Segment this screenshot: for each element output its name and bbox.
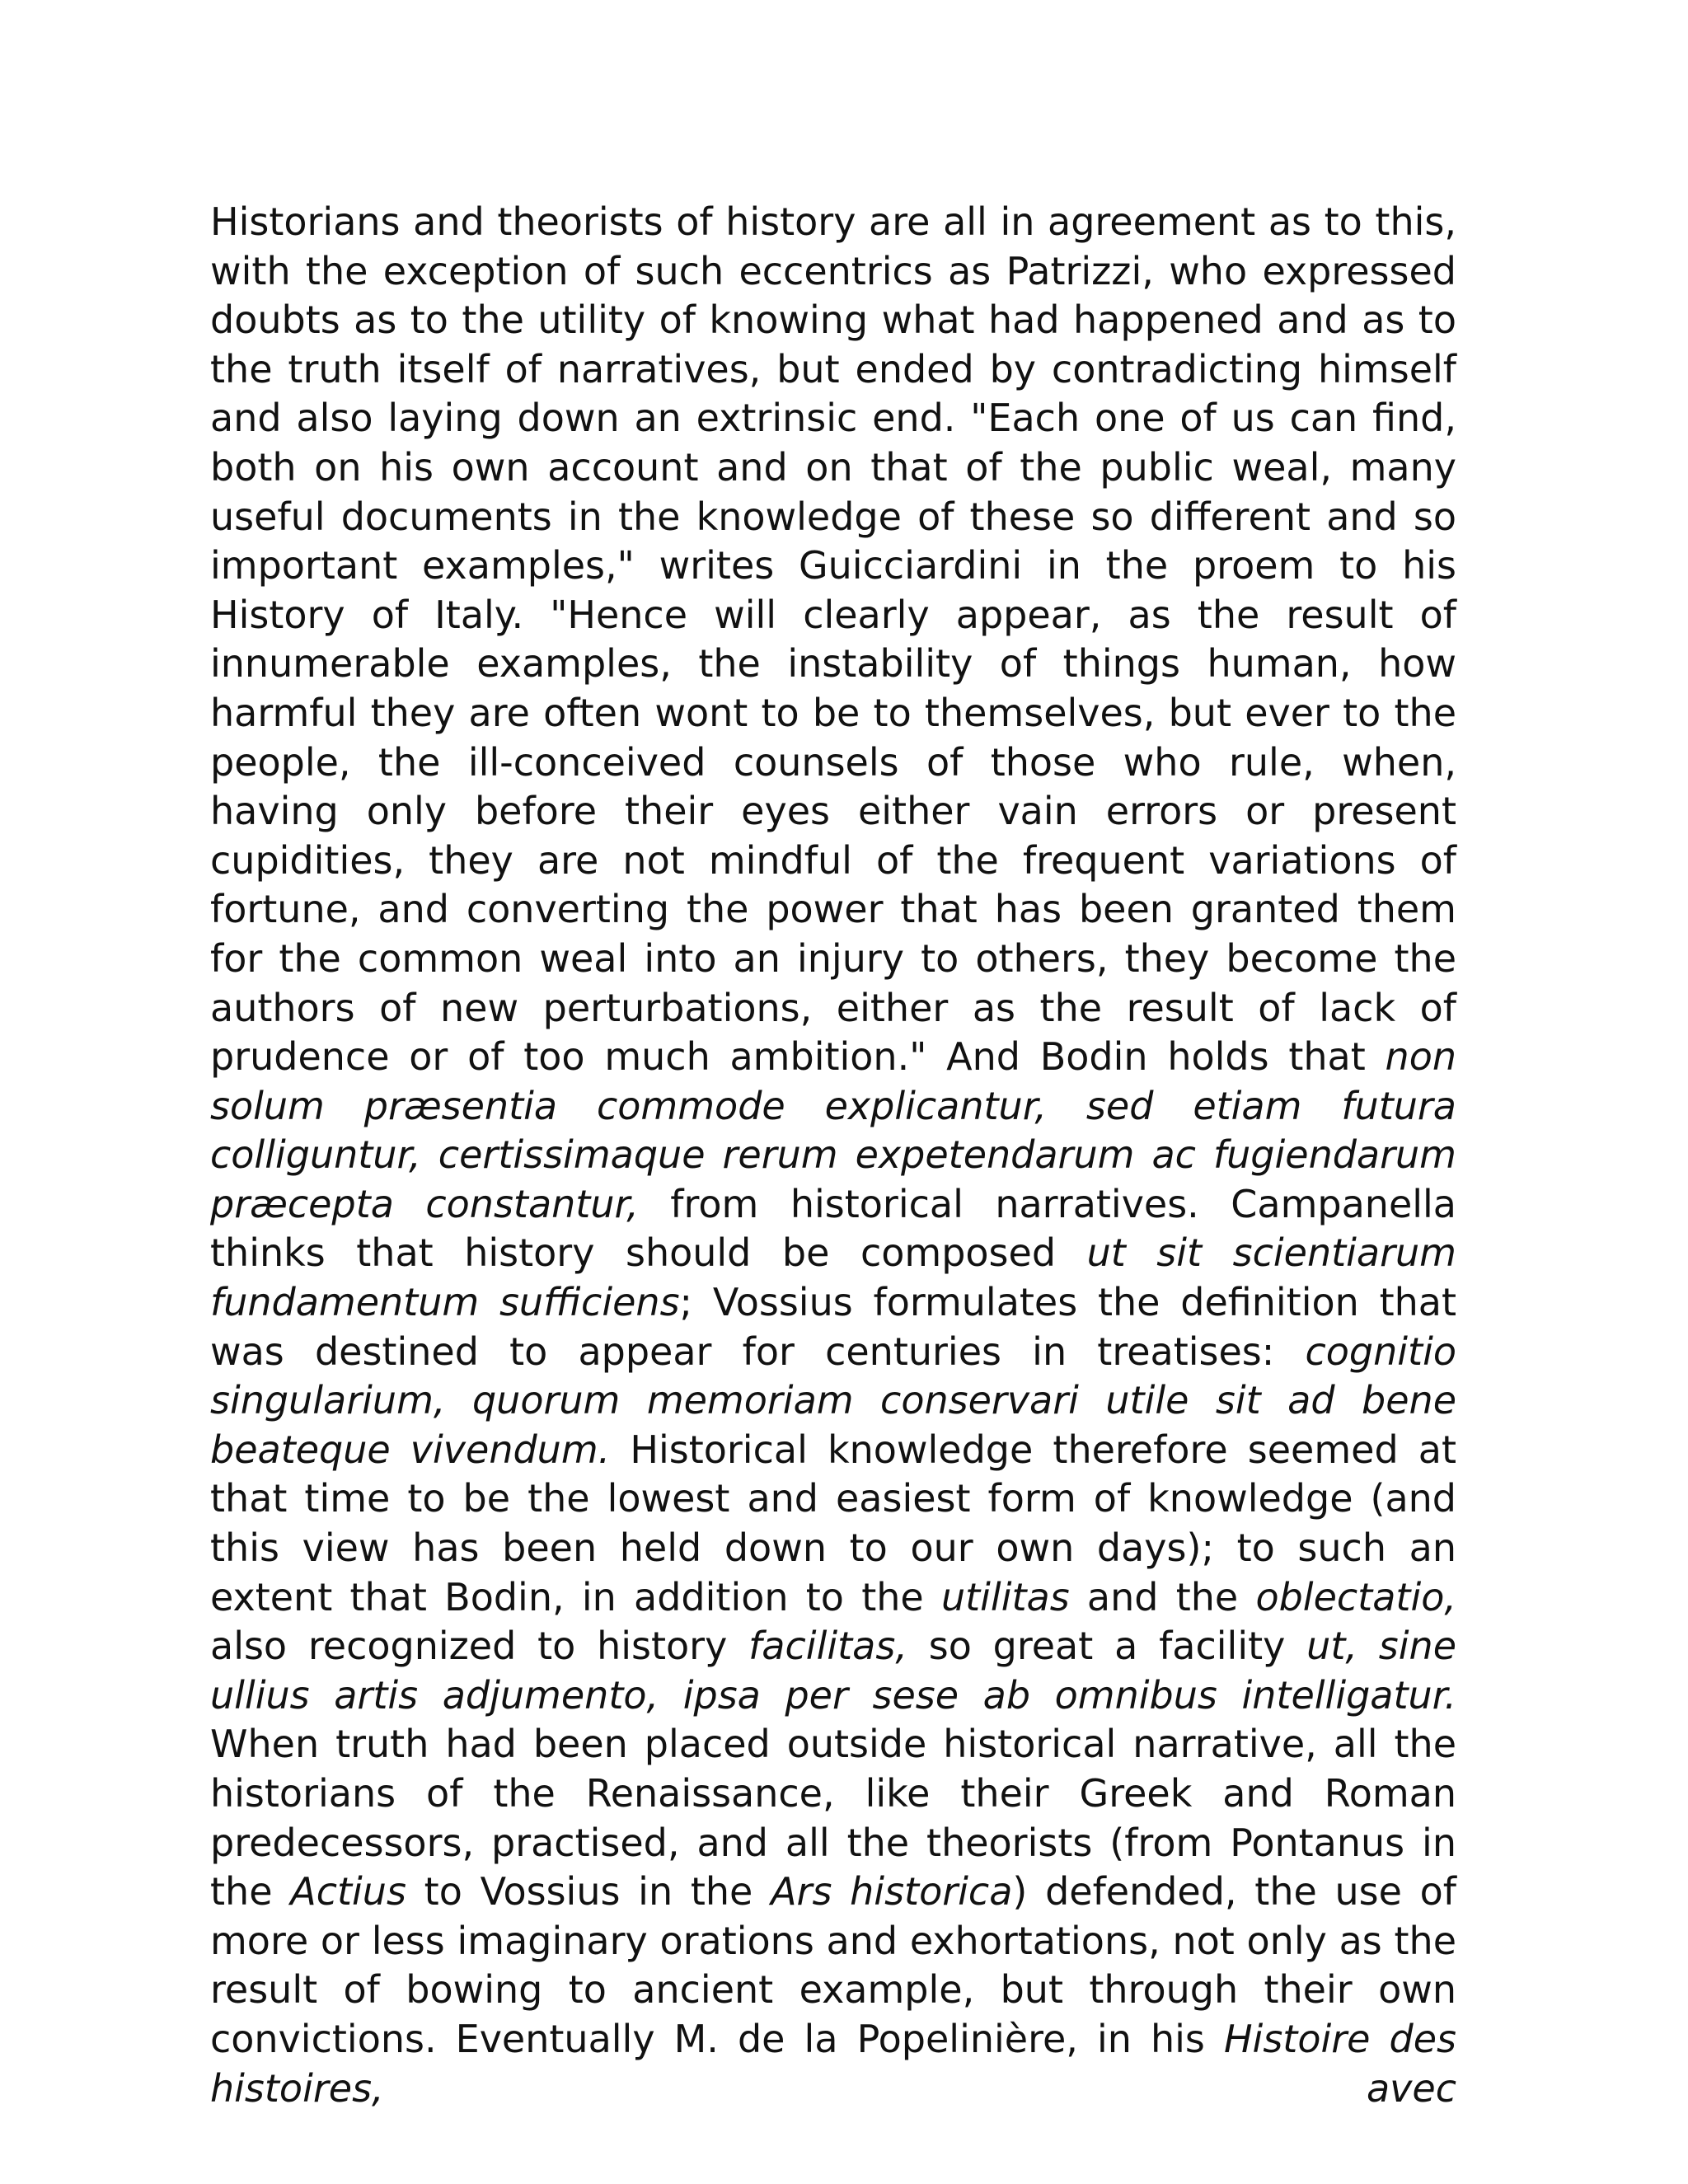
italic-text-run: facilitas, [748,1624,907,1669]
italic-text-run: Ars historica [771,1869,1013,1915]
text-run: ) defended, the use of more or less imaginary orations and exhortations, not only as the result of bowing to ancient example, but through their own convictions. Eventually M. de la Popelinière, in his [210,1869,1456,2061]
body-paragraph [210,198,1456,2113]
text-run: Historical knowledge therefore seemed at that time to be the lowest and easiest form of knowledge (and this view has been held down to our own days); to such an extent that Bodin, in addition to the [210,1427,1456,1619]
italic-text-run: cognitio singularium, quorum memoriam conservari utile sit ad bene beateque vivendum. [210,1329,1456,1472]
text-run: also recognized to history [210,1624,749,1669]
text-run: ; Vossius formulates the definition that was destined to appear for centuries in treatises: [210,1280,1456,1374]
text-run: Historians and theorists of history are all in agreement as to this, with the exception of such eccentrics as Patrizzi, who expressed doubts as to the utility of knowing what had happened and as to the truth itself of narratives, but ended by contradicting himself and also laying down an extrinsic end. "Each one of us can find, both on his own account and on that of the public weal, many useful documents in the knowledge of these so different and so important examples," writes Guicciardini in the proem to his History of Italy. "Hence will clearly appear, as the result of innumerable examples, the instability of things human, how harmful they are often wont to be to themselves, but ever to the people, the ill-conceived counsels of those who rule, when, having only before their eyes either vain errors or present cupidities, they are not mindful of the frequent variations of fortune, and converting the power that has been granted them for the common weal into an injury to others, they become the authors of new perturbations, either as the result of lack of prudence or of too much ambition." And Bodin holds that [210,199,1456,1080]
text-run: to Vossius in the [406,1869,771,1915]
document-page [210,198,1456,2113]
italic-text-run: utilitas [940,1574,1070,1619]
italic-text-run: Actius [290,1869,406,1915]
text-run: When truth had been placed outside historical narrative, all the historians of the Renaissance, like their Greek and Roman predecessors, practised, and all the theorists (from Pontanus in the [210,1722,1456,1915]
italic-text-run: non solum præsentia commode explicantur, sed etiam futura colliguntur, certissimaque rerum expetendarum ac fugiendarum præcepta constantur, [210,1034,1456,1226]
text-run: and the [1069,1574,1256,1619]
italic-text-run: Histoire des histoires, avec [210,2016,1456,2111]
italic-text-run: ut sit scientiarum fundamentum sufficiens [210,1230,1456,1325]
italic-text-run: ut, sine ullius artis adjumento, ipsa per sese ab omnibus intelligatur. [210,1624,1456,1718]
text-run: so great a facility [907,1624,1307,1669]
italic-text-run: oblectatio, [1255,1574,1456,1619]
text-run: from historical narratives. Campanella thinks that history should be composed [210,1181,1456,1276]
